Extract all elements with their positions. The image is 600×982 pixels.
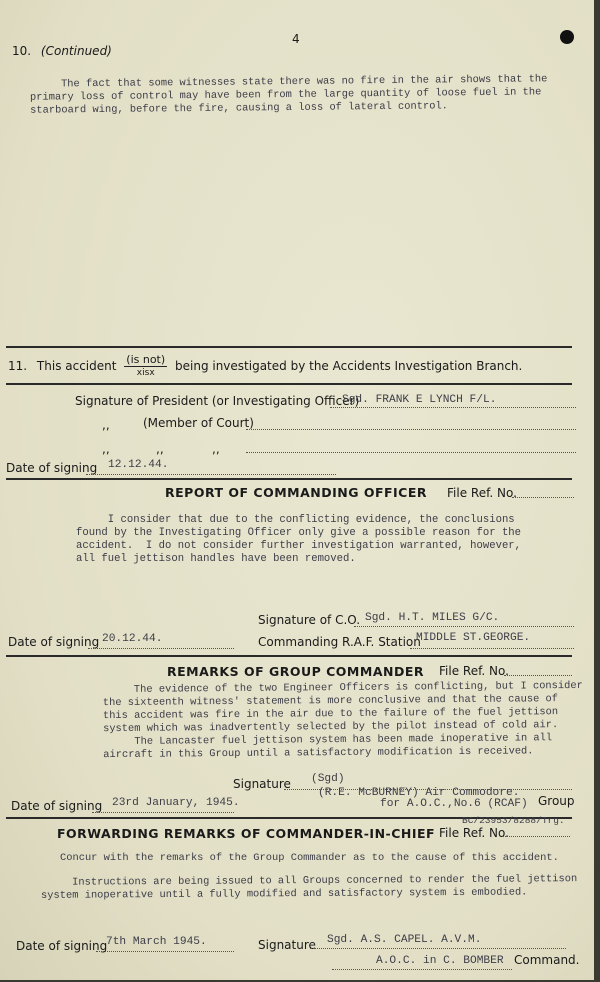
cinc-heading: FORWARDING REMARKS OF COMMANDER-IN-CHIEF — [57, 826, 436, 841]
section-10-text: The fact that some witnesses state there was no fire in the air shows that the primary loss of control may have been from the large quantity of loose fuel in the starboard wing, before the fire, causing a loss of lateral control. — [29, 73, 548, 117]
cinc-remarks-1: Concur with the remarks of the Group Commander as to the cause of this accident. — [60, 852, 559, 864]
section-11-suffix: being investigated by the Accidents Investigation Branch. — [175, 359, 523, 373]
continued-label: (Continued) — [40, 44, 112, 58]
ditto-mark: ,, — [102, 418, 110, 432]
group-signature-label: Signature — [233, 777, 291, 791]
group-commander-heading: REMARKS OF GROUP COMMANDER — [167, 664, 424, 679]
command-label: Command. — [514, 953, 580, 967]
section-number: 10. — [12, 44, 32, 58]
date-of-signing-label: Date of signing — [16, 939, 108, 953]
signature-line — [330, 407, 576, 408]
file-ref-line — [512, 497, 574, 498]
date-of-signing-label: Date of signing — [6, 461, 98, 475]
divider — [6, 383, 572, 385]
fraction-bottom: xisx — [136, 368, 155, 378]
section-11 — [8, 354, 522, 379]
date-of-signing-label: Date of signing — [11, 799, 103, 813]
divider — [6, 655, 572, 657]
divider — [6, 346, 572, 348]
group-label: Group — [538, 794, 575, 808]
signature-line — [246, 452, 576, 453]
cinc-file-ref-value: BC/23953/8288/Trg. — [462, 815, 565, 826]
file-ref-line — [502, 836, 570, 837]
group-file-ref-label: File Ref. No. — [439, 664, 509, 678]
signature-line — [246, 429, 576, 430]
station-label: Commanding R.A.F. Station — [258, 635, 421, 649]
ditto-mark: ,, — [156, 442, 164, 456]
divider — [6, 478, 572, 480]
co-file-ref-label: File Ref. No. — [447, 486, 517, 500]
president-date: 12.12.44. — [108, 459, 169, 471]
president-signature-label: Signature of President (or Investigating Officer) — [75, 394, 360, 408]
cinc-signature: Sgd. A.S. CAPEL. A.V.M. — [327, 934, 482, 946]
cinc-command-value: A.O.C. in C. BOMBER — [376, 955, 504, 967]
page-number: 4 — [292, 32, 300, 46]
member-of-court-label: (Member of Court) — [143, 416, 254, 430]
station-value: MIDDLE ST.GEORGE. — [416, 632, 531, 644]
ditto-mark: ,, — [102, 442, 110, 456]
president-signature: Sgd. FRANK E LYNCH F/L. — [342, 394, 497, 406]
punch-hole — [560, 30, 574, 44]
section-10-label — [12, 44, 112, 58]
co-signature: Sgd. H.T. MILES G/C. — [365, 612, 500, 624]
section-11-prefix: This accident — [36, 359, 117, 373]
date-line — [86, 474, 336, 475]
status-fraction — [124, 354, 167, 379]
date-of-signing-label: Date of signing — [8, 635, 100, 649]
group-date: 23rd January, 1945. — [112, 797, 240, 809]
cinc-remarks-2: Instructions are being issued to all Groups concerned to render the fuel jettison system inoperative until a fully modified and satisfactory system is embodied. — [40, 873, 578, 902]
ditto-mark: ,, — [212, 442, 220, 456]
group-commander-remarks: The evidence of the two Engineer Officers is conflicting, but I consider the sixteenth witness' statement is more conclusive and that the cause of this accident was fire in the air due to the failure of the fuel jettison system which was inadvertently selected by the pilot instead of cold air. The Lancaster fuel jettison system has been made inoperative in all aircraft in this Group until a satisfactory modification is received. — [102, 679, 583, 762]
signature-line — [310, 948, 566, 949]
group-signature: (Sgd) — [311, 773, 345, 785]
signature-line — [354, 626, 574, 627]
section-number: 11. — [8, 359, 28, 373]
group-for-line: for A.O.C.,No.6 (RCAF) — [380, 798, 528, 810]
date-line — [92, 812, 234, 813]
fraction-top: (is not) — [126, 353, 166, 366]
date-line — [96, 951, 234, 952]
command-line — [332, 969, 512, 970]
co-remarks: I consider that due to the conflicting evidence, the conclusions found by the Investigating Officer only give a possible reason for the accident. I do not consider further investigation warranted, however, all fuel jettison handles have been removed. — [76, 514, 522, 565]
group-signer-name: (R.E. McBURNEY) Air Commodore. — [318, 787, 520, 799]
file-ref-line — [504, 675, 572, 676]
co-signature-label: Signature of C.O. — [258, 613, 361, 627]
cinc-date: 7th March 1945. — [106, 936, 207, 948]
date-line — [88, 648, 234, 649]
co-date: 20.12.44. — [102, 633, 163, 645]
cinc-file-ref-label: File Ref. No. — [439, 826, 509, 840]
co-heading: REPORT OF COMMANDING OFFICER — [165, 485, 428, 500]
station-line — [410, 648, 574, 649]
cinc-signature-label: Signature — [258, 938, 316, 952]
